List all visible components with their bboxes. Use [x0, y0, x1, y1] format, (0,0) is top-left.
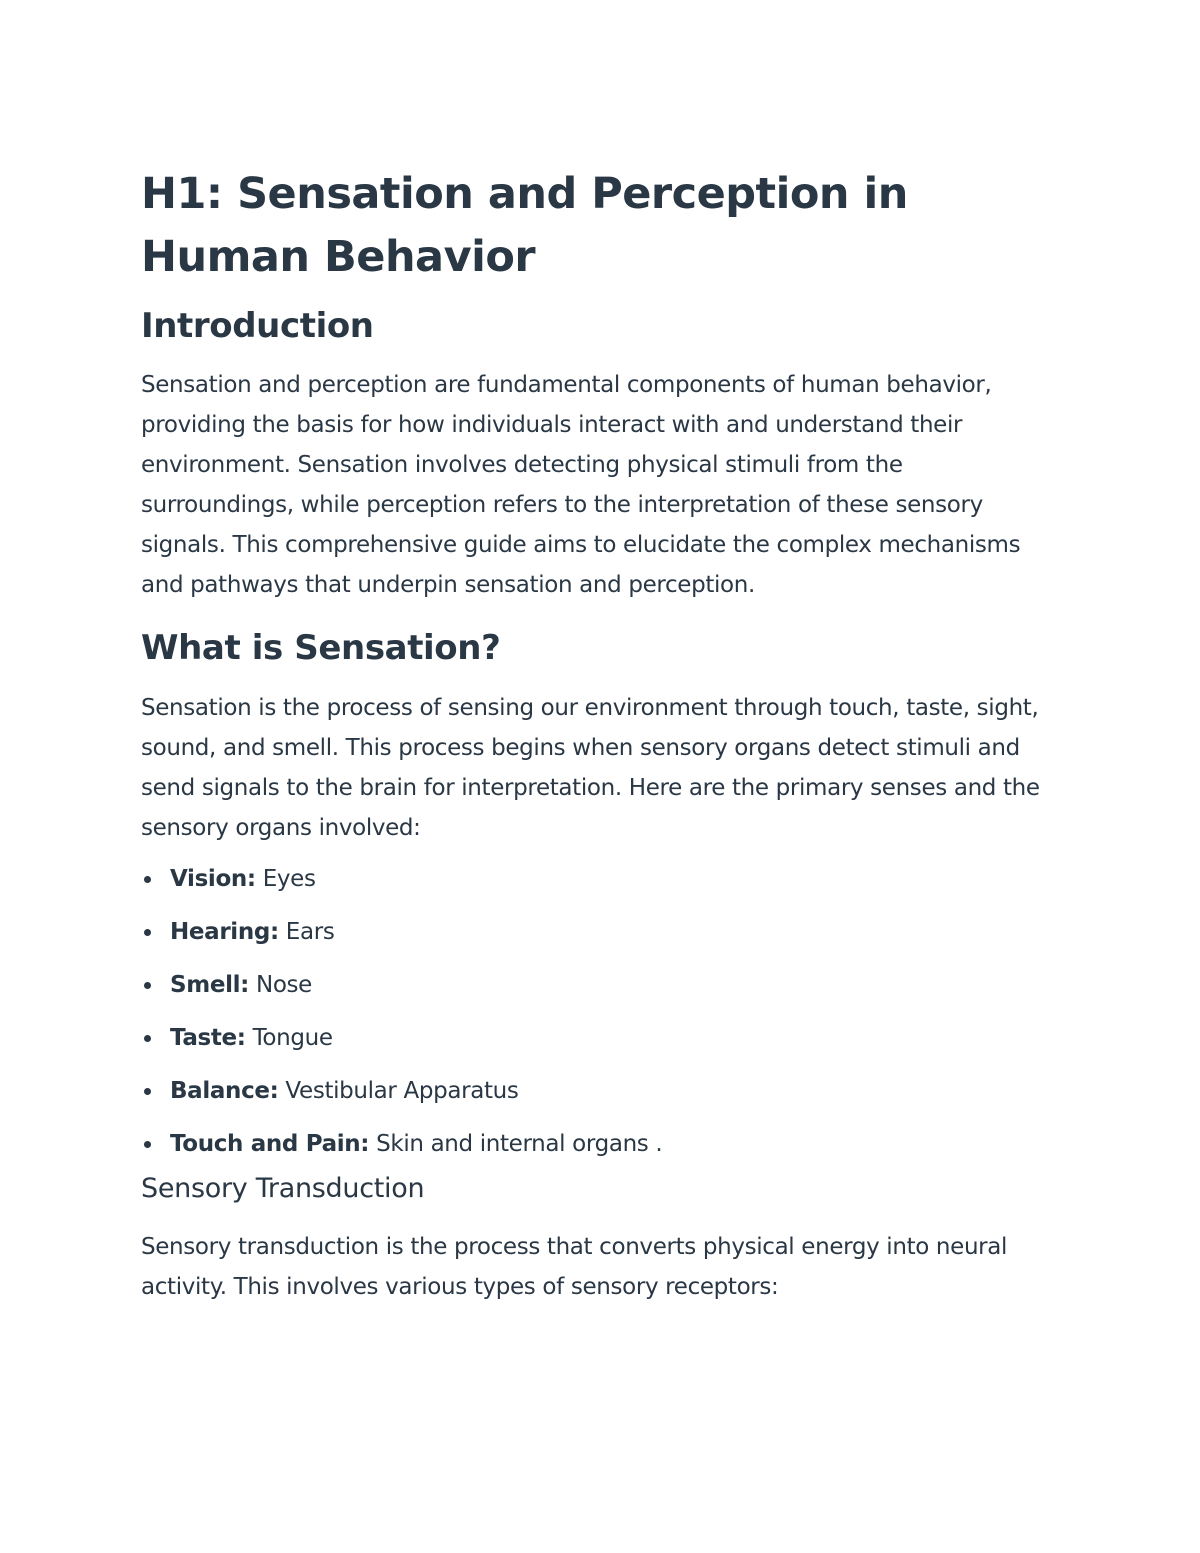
document-title: H1: Sensation and Perception in Human Behavior	[141, 169, 908, 282]
bullet-icon	[144, 1035, 151, 1042]
document-page	[141, 163, 1061, 1307]
sense-term: Touch and Pain:	[170, 1131, 370, 1157]
sense-term: Smell:	[170, 972, 249, 998]
sense-organ: Tongue	[245, 1025, 333, 1051]
list-item	[141, 1018, 1061, 1058]
sensation-heading: What is Sensation?	[141, 628, 501, 668]
senses-list	[141, 859, 1061, 1164]
list-item	[141, 1071, 1061, 1111]
bullet-icon	[144, 1141, 151, 1148]
list-item	[141, 1124, 1061, 1164]
bullet-icon	[144, 1088, 151, 1095]
transduction-heading: Sensory Transduction	[141, 1173, 425, 1204]
sense-term: Balance:	[170, 1078, 279, 1104]
sense-organ: Vestibular Apparatus	[278, 1078, 519, 1104]
sense-organ: Skin and internal organs .	[369, 1131, 663, 1157]
sense-term: Taste:	[170, 1025, 246, 1051]
transduction-paragraph: Sensory transduction is the process that converts physical energy into neural activity. This involves various types of sensory receptors:	[141, 1234, 1008, 1300]
bullet-icon	[144, 876, 151, 883]
sense-organ: Nose	[249, 972, 312, 998]
sense-term: Vision:	[170, 866, 256, 892]
sense-organ: Eyes	[255, 866, 316, 892]
list-item	[141, 965, 1061, 1005]
sense-organ: Ears	[278, 919, 335, 945]
sensation-paragraph: Sensation is the process of sensing our environment through touch, taste, sight, sound, and smell. This process begins when sensory organs detect stimuli and send signals to the brain for interpretation. Here are the primary senses and the sensory organs involved:	[141, 695, 1040, 841]
introduction-paragraph: Sensation and perception are fundamental components of human behavior, providing the basis for how individuals interact with and understand their environment. Sensation involves detecting physical stimuli from the surroundings, while perception refers to the interpretation of these sensory signals. This comprehensive guide aims to elucidate the complex mechanisms and pathways that underpin sensation and perception.	[141, 372, 1021, 598]
list-item	[141, 912, 1061, 952]
introduction-heading: Introduction	[141, 306, 374, 346]
list-item	[141, 859, 1061, 899]
bullet-icon	[144, 982, 151, 989]
sense-term: Hearing:	[170, 919, 279, 945]
bullet-icon	[144, 929, 151, 936]
